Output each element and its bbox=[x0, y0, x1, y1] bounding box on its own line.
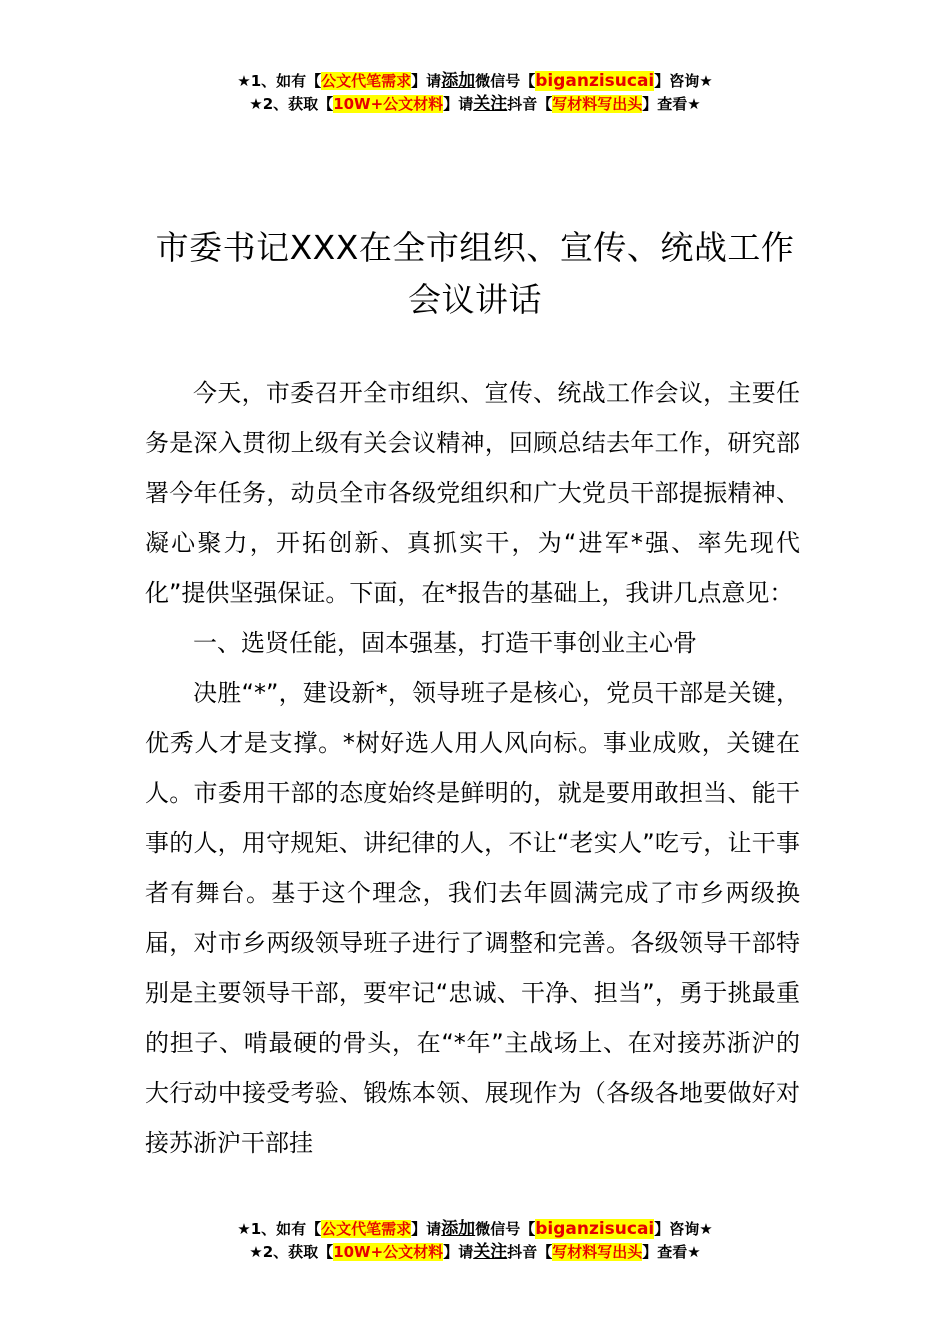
section-heading: 一、选贤任能，固本强基，打造干事创业主心骨 bbox=[193, 629, 697, 657]
banner-line-1: ★1、如有【公文代笔需求】请添加微信号【biganzisucai】咨询★ bbox=[237, 71, 713, 91]
douyin-id: 写材料写出头 bbox=[552, 95, 643, 113]
document-body bbox=[145, 368, 800, 1168]
footer-banner bbox=[0, 1218, 950, 1264]
banner-line-2: ★2、获取【10W+公文材料】请关注抖音【写材料写出头】查看★ bbox=[249, 1242, 701, 1262]
underlined-text: 添加 bbox=[441, 1219, 476, 1239]
banner-line-1: ★1、如有【公文代笔需求】请添加微信号【biganzisucai】咨询★ bbox=[237, 1219, 713, 1239]
wechat-id: biganzisucai bbox=[535, 71, 655, 91]
underlined-text: 添加 bbox=[441, 71, 476, 91]
highlight-text: 公文代笔需求 bbox=[321, 1220, 412, 1238]
highlight-text: 10W+公文材料 bbox=[333, 95, 444, 113]
banner-line-2: ★2、获取【10W+公文材料】请关注抖音【写材料写出头】查看★ bbox=[249, 94, 701, 114]
paragraph: 今天，市委召开全市组织、宣传、统战工作会议，主要任务是深入贯彻上级有关会议精神，回顾总结去年工作，研究部署今年任务，动员全市各级党组织和广大党员干部提振精神、凝心聚力，开拓创新、真抓实干，为“进军*强、率先现代化”提供坚强保证。下面，在*报告的基础上，我讲几点意见： bbox=[145, 379, 800, 607]
underlined-text: 关注 bbox=[473, 94, 508, 114]
header-banner bbox=[0, 70, 950, 116]
document-title: 市委书记XXX在全市组织、宣传、统战工作会议讲话 bbox=[155, 228, 795, 319]
douyin-id: 写材料写出头 bbox=[552, 1243, 643, 1261]
paragraph: 决胜“*”，建设新*，领导班子是核心，党员干部是关键，优秀人才是支撑。*树好选人用人风向标。事业成败，关键在人。市委用干部的态度始终是鲜明的，就是要用敢担当、能干事的人，用守规矩、讲纪律的人，不让“老实人”吃亏，让干事者有舞台。基于这个理念，我们去年圆满完成了市乡两级换届，对市乡两级领导班子进行了调整和完善。各级领导干部特别是主要领导干部，要牢记“忠诚、干净、担当”，勇于挑最重的担子、啃最硬的骨头，在“*年”主战场上、在对接苏浙沪的大行动中接受考验、锻炼本领、展现作为（各级各地要做好对接苏浙沪干部挂 bbox=[145, 679, 800, 1157]
highlight-text: 公文代笔需求 bbox=[321, 72, 412, 90]
underlined-text: 关注 bbox=[473, 1242, 508, 1262]
highlight-text: 10W+公文材料 bbox=[333, 1243, 444, 1261]
wechat-id: biganzisucai bbox=[535, 1219, 655, 1239]
